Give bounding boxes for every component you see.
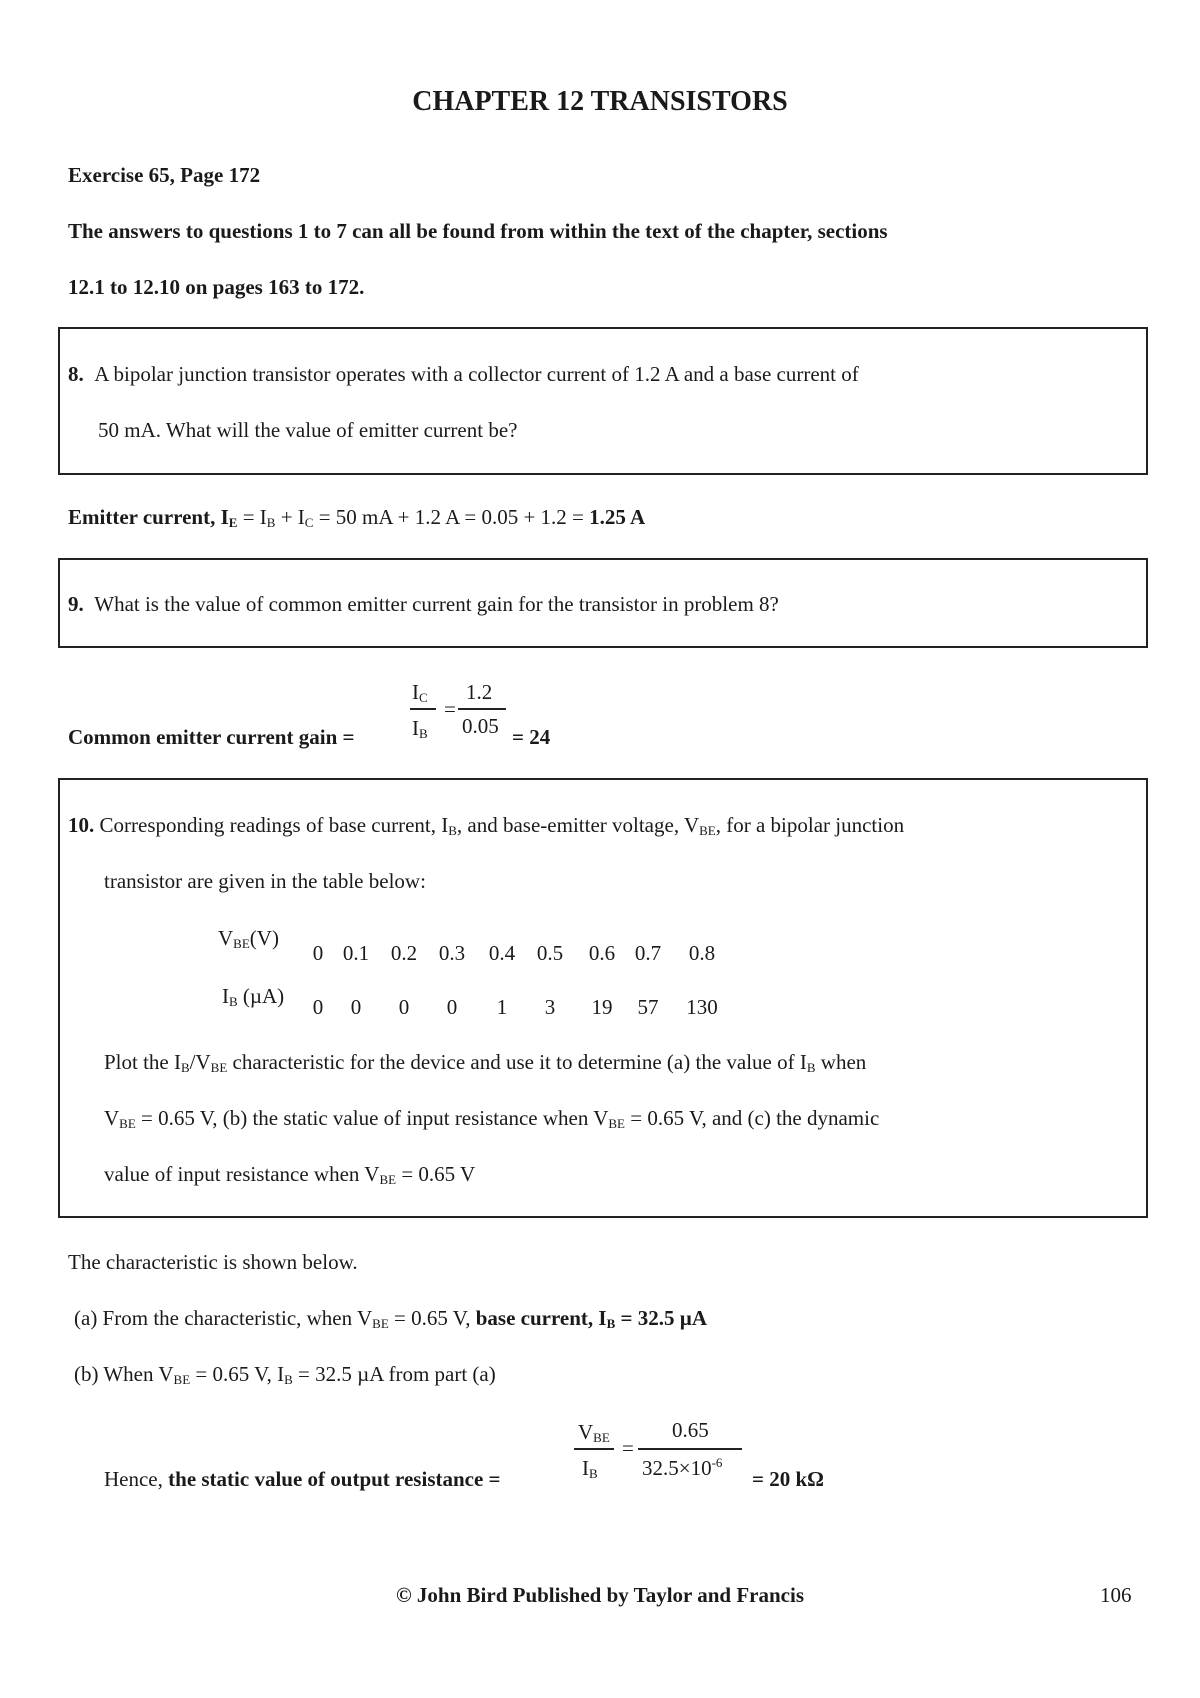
question-8-line-2: 50 mA. What will the value of emitter current be?	[98, 418, 518, 442]
answer-9-equals: =	[444, 697, 456, 721]
answer-8-result: 1.25 A	[589, 505, 646, 529]
vbe-value: 0.5	[536, 941, 564, 965]
answer-10-fraction-2-bar	[638, 1448, 742, 1450]
answer-9-fraction-2-numerator: 1.2	[466, 680, 493, 704]
ib-value: 19	[591, 995, 613, 1019]
answer-10-fraction-2-numerator: 0.65	[672, 1418, 709, 1442]
question-10-line-2: transistor are given in the table below:	[104, 869, 426, 893]
table-row-2-label: $I_B$ (µA)	[222, 984, 285, 1009]
answer-10-part-a: (a) From the characteristic, when $V_{BE} = 0.65$ V, base current, $I_B = 32.5$ µA	[74, 1306, 707, 1331]
question-8-number: 8.	[68, 362, 84, 386]
answer-9-fraction-1-numerator: $I_C$	[412, 680, 428, 705]
answer-10-result: = 20 kΩ	[752, 1467, 824, 1491]
answer-10-hence: Hence, the static value of output resistance =	[104, 1467, 501, 1491]
question-10-line-5: value of input resistance when $V_{BE} = 0.65$ V	[104, 1162, 476, 1187]
answer-10-fraction-1-numerator: $V_{BE}$	[578, 1420, 610, 1445]
footer-copyright: © John Bird Published by Taylor and Francis	[395, 1583, 804, 1607]
vbe-value: 0.7	[634, 941, 662, 965]
vbe-value: 0.3	[438, 941, 466, 965]
vbe-value: 0.6	[588, 941, 616, 965]
answer-10-equals: =	[622, 1436, 634, 1460]
question-9-line	[68, 592, 779, 617]
vbe-value: 0.1	[342, 941, 370, 965]
answer-10-fraction-2-denominator: $32.5\times 10^{-6}$	[642, 1455, 723, 1480]
vbe-value: 0.8	[688, 941, 716, 965]
answer-8: Emitter current, $I_E = I_B + I_C = 50$ mA + 1.2 A = 0.05 + 1.2 = 1.25 A	[68, 505, 646, 530]
answer-9-fraction-2-denominator: 0.05	[462, 714, 499, 738]
answer-9-result: = 24	[512, 725, 551, 749]
page-title: CHAPTER 12 TRANSISTORS	[412, 86, 788, 117]
question-10-line-3: Plot the $I_B/V_{BE}$ characteristic for the device and use it to determine (a) the value of $I_B$ when	[104, 1050, 867, 1075]
ib-value: 0	[446, 995, 458, 1019]
question-10-line-4: $V_{BE} = 0.65$ V, (b) the static value of input resistance when $V_{BE} = 0.65$ V, and (c) the dynamic	[104, 1106, 880, 1131]
answer-9-fraction-1-denominator: $I_B$	[412, 716, 428, 741]
ib-value: 1	[496, 995, 508, 1019]
answer-10-fraction-1-bar	[574, 1448, 614, 1450]
exercise-heading: Exercise 65, Page 172	[68, 163, 261, 187]
vbe-value: 0.4	[488, 941, 516, 965]
answer-9-label: Common emitter current gain =	[68, 725, 355, 749]
ib-value: 0	[312, 995, 324, 1019]
question-8-box	[58, 327, 1148, 475]
vbe-value: 0.2	[390, 941, 418, 965]
question-10-number: 10.	[68, 813, 95, 837]
intro-line-1: The answers to questions 1 to 7 can all be found from within the text of the chapter, sections	[68, 219, 888, 243]
page-number: 106	[1100, 1583, 1132, 1607]
question-8-line-1	[68, 362, 859, 387]
question-8-text-1: A bipolar junction transistor operates with a collector current of 1.2 A and a base current of	[94, 362, 859, 386]
ib-value: 0	[398, 995, 410, 1019]
ib-value: 3	[544, 995, 556, 1019]
table-row-1-label: $V_{BE}(V)$	[218, 926, 279, 951]
intro-line-2: 12.1 to 12.10 on pages 163 to 172.	[68, 275, 365, 299]
ib-value: 130	[686, 995, 718, 1019]
answer-10-fraction-1-denominator: $I_B$	[582, 1456, 598, 1481]
answer-9-fraction-2-bar	[458, 708, 506, 710]
answer-9-fraction-1-bar	[410, 708, 436, 710]
ib-value: 57	[637, 995, 659, 1019]
question-9-text: What is the value of common emitter current gain for the transistor in problem 8?	[94, 592, 779, 616]
ib-value: 0	[350, 995, 362, 1019]
vbe-value: 0	[312, 941, 324, 965]
answer-10-part-b: (b) When $V_{BE} = 0.65$ V, $I_B = 32.5$ µA from part (a)	[74, 1362, 496, 1387]
question-9-number: 9.	[68, 592, 84, 616]
answer-10-intro: The characteristic is shown below.	[68, 1250, 358, 1274]
question-10-line-1: 10. Corresponding readings of base current, $I_B$, and base-emitter voltage, $V_{BE}$, for a bipolar junction	[68, 813, 905, 838]
